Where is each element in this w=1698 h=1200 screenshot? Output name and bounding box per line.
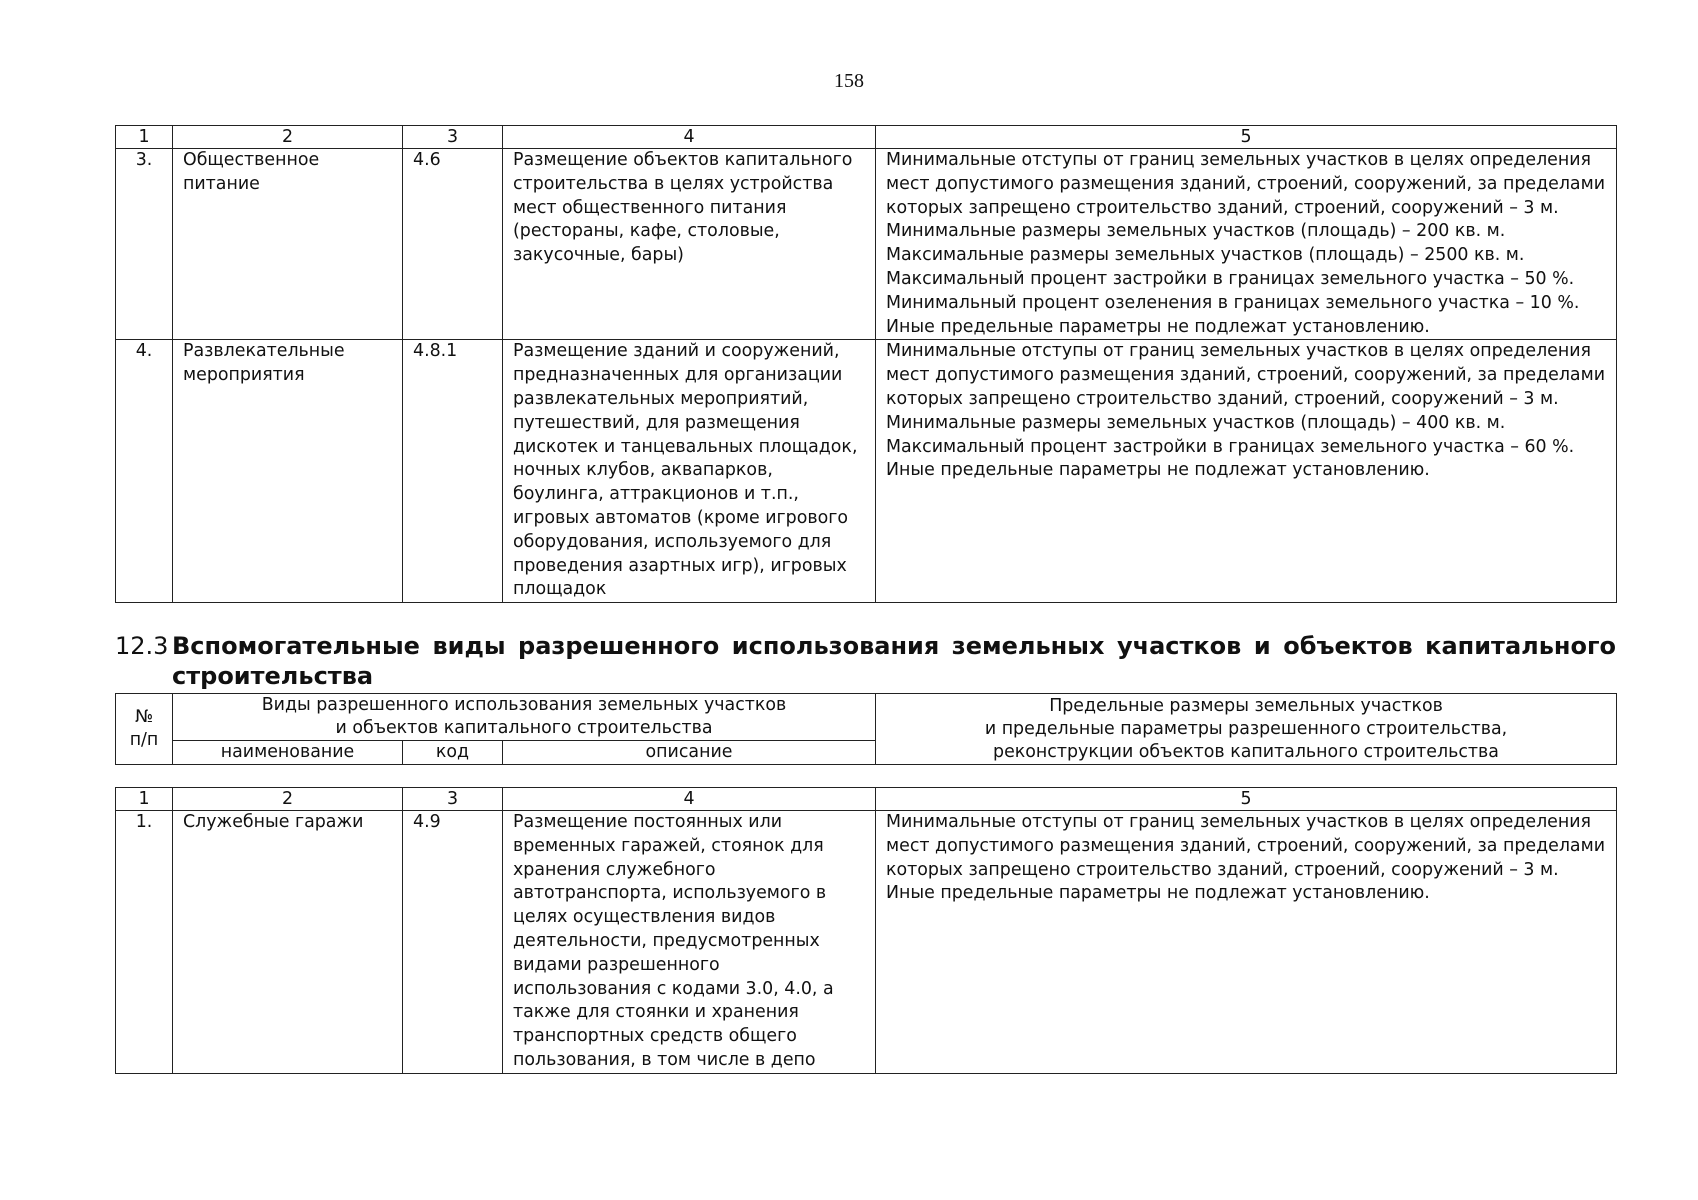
header-use-kinds: Виды разрешенного использования земельных участков и объектов капитального строительства: [173, 694, 876, 741]
section-number: 12.3: [115, 632, 169, 660]
row-number: 1.: [116, 811, 173, 1074]
header-name: наименование: [173, 741, 403, 765]
use-name: Общественное питание: [173, 149, 403, 340]
column-number: 2: [173, 126, 403, 149]
use-code: 4.6: [403, 149, 503, 340]
header-code: код: [403, 741, 503, 765]
column-header-table: [115, 693, 1617, 765]
table-row: [116, 340, 1617, 603]
column-number: 4: [503, 126, 876, 149]
header-row-number: № п/п: [116, 694, 173, 765]
header-parameters: Предельные размеры земельных участков и предельные параметры разрешенного строительства, реконструкции объектов капитального строительства: [876, 694, 1617, 765]
table-row: [116, 811, 1617, 1074]
use-description: Размещение постоянных или временных гаражей, стоянок для хранения служебного автотранспорта, используемого в целях осуществления видов деятельности, предусмотренных видами разрешенного использования с кодами 3.0, 4.0, а также для стоянки и хранения транспортных средств общего пользования, в том числе в депо: [503, 811, 876, 1074]
use-code: 4.9: [403, 811, 503, 1074]
column-number: 2: [173, 788, 403, 811]
use-name: Служебные гаражи: [173, 811, 403, 1074]
column-number: 3: [403, 788, 503, 811]
use-parameters: Минимальные отступы от границ земельных участков в целях определения мест допустимого размещения зданий, строений, сооружений, за пределами которых запрещено строительство зданий, строений, сооружений – 3 м. Минимальные размеры земельных участков (площадь) – 200 кв. м. Максимальные размеры земельных участков (площадь) – 2500 кв. м. Максимальный процент застройки в границах земельного участка – 50 %. Минимальный процент озеленения в границах земельного участка – 10 %. Иные предельные параметры не подлежат установлению.: [876, 149, 1617, 340]
use-parameters: Минимальные отступы от границ земельных участков в целях определения мест допустимого размещения зданий, строений, сооружений, за пределами которых запрещено строительство зданий, строений, сооружений – 3 м. Иные предельные параметры не подлежат установлению.: [876, 811, 1617, 1074]
column-number: 1: [116, 126, 173, 149]
use-description: Размещение зданий и сооружений, предназначенных для организации развлекательных мероприятий, путешествий, для размещения дискотек и танцевальных площадок, ночных клубов, аквапарков, боулинга, аттракционов и т.п., игровых автоматов (кроме игрового оборудования, используемого для проведения азартных игр), игровых площадок: [503, 340, 876, 603]
section-heading: [115, 631, 1616, 691]
row-number: 4.: [116, 340, 173, 603]
column-number-row: [116, 126, 1617, 149]
use-description: Размещение объектов капитального строительства в целях устройства мест общественного питания (рестораны, кафе, столовые, закусочные, бары): [503, 149, 876, 340]
column-number-row: [116, 788, 1617, 811]
row-number: 3.: [116, 149, 173, 340]
page-number: 158: [834, 70, 864, 92]
land-use-table-main: [115, 125, 1617, 603]
column-number: 1: [116, 788, 173, 811]
column-number: 5: [876, 126, 1617, 149]
land-use-table-auxiliary: [115, 787, 1617, 1074]
column-number: 4: [503, 788, 876, 811]
header-description: описание: [503, 741, 876, 765]
column-number: 5: [876, 788, 1617, 811]
table-row: [116, 149, 1617, 340]
use-parameters: Минимальные отступы от границ земельных участков в целях определения мест допустимого размещения зданий, строений, сооружений, за пределами которых запрещено строительство зданий, строений, сооружений – 3 м. Минимальные размеры земельных участков (площадь) – 400 кв. м. Максимальный процент застройки в границах земельного участка – 60 %. Иные предельные параметры не подлежат установлению.: [876, 340, 1617, 603]
use-name: Развлекательные мероприятия: [173, 340, 403, 603]
use-code: 4.8.1: [403, 340, 503, 603]
column-number: 3: [403, 126, 503, 149]
section-title: Вспомогательные виды разрешенного использования земельных участков и объектов капитального строительства: [172, 632, 1616, 690]
